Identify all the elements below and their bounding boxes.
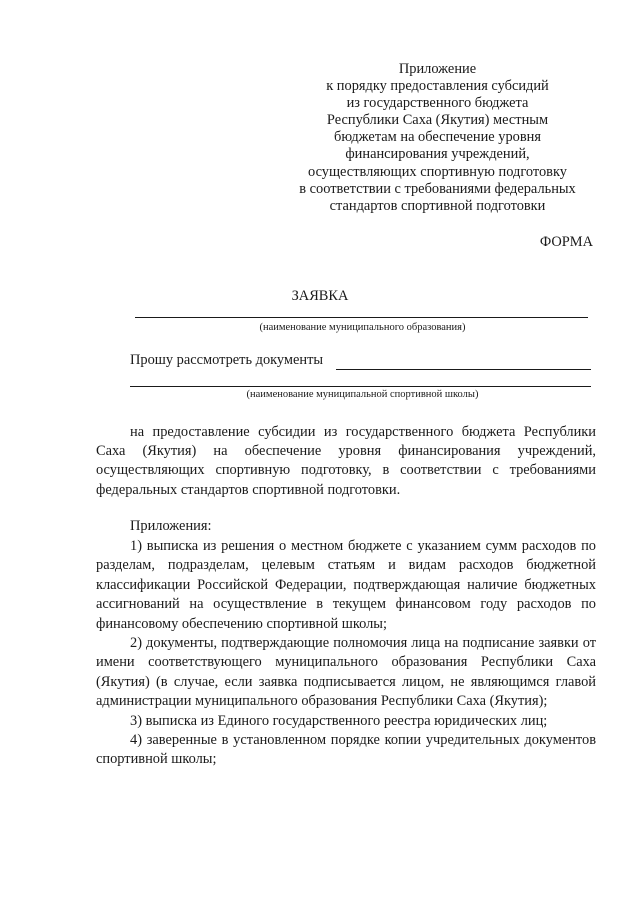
purpose-text: на предоставление субсидии из государственного бюджета Республики Саха (Якутия) на обеспечение уровня финансирования учреждений, осуществляющих спортивную подготовку, в соответствии с требованиями федеральных стандартов спортивной подготовки. [96,424,596,498]
documents-blank-line [336,369,591,370]
purpose-paragraph [96,423,596,500]
appendix-header [270,61,605,215]
list-item: 4) заверенные в установленном порядке копии учредительных документов спортивной школы; [96,732,596,768]
header-line: осуществляющих спортивную подготовку [308,163,567,180]
form-label: ФОРМА [539,234,593,250]
school-caption: (наименование муниципальной спортивной школы) [246,389,479,400]
header-line: Приложение [398,61,477,77]
school-blank-line [130,386,591,387]
header-line: к порядку предоставления субсидий [326,78,549,95]
list-item: 3) выписка из Единого государственного реестра юридических лиц; [130,712,548,729]
header-line: в соответствии с требованиями федеральных [299,180,576,197]
municipality-blank-line [135,317,588,318]
document-title: ЗАЯВКА [291,288,349,304]
header-line: стандартов спортивной подготовки [329,197,546,214]
list-item: 1) выписка из решения о местном бюджете с указанием сумм расходов по разделам, подразделам, целевым статьям и видам расходов бюджетной классификации Российской Федерации, подтверждающая наличие бюджетных ассигнований на осуществление в текущем финансовом году расходов по финансовому обеспечению спортивной школы; [96,538,596,632]
attachments-list [96,537,596,770]
header-line: Республики Саха (Якутия) местным [326,112,549,129]
request-text: Прошу рассмотреть документы [130,352,324,368]
municipality-caption: (наименование муниципального образования) [259,322,466,333]
header-line: бюджетам на обеспечение уровня [334,129,541,146]
header-line: финансирования учреждений, [345,146,530,163]
header-line: из государственного бюджета [346,95,529,112]
attachments-heading: Приложения: [130,518,212,534]
list-item: 2) документы, подтверждающие полномочия лица на подписание заявки от имени соответствующего муниципального образования Республики Саха (Якутия) (в случае, если заявка подписывается лицом, не являющимся главой администрации муниципального образования Республики Саха (Якутия); [96,635,596,710]
